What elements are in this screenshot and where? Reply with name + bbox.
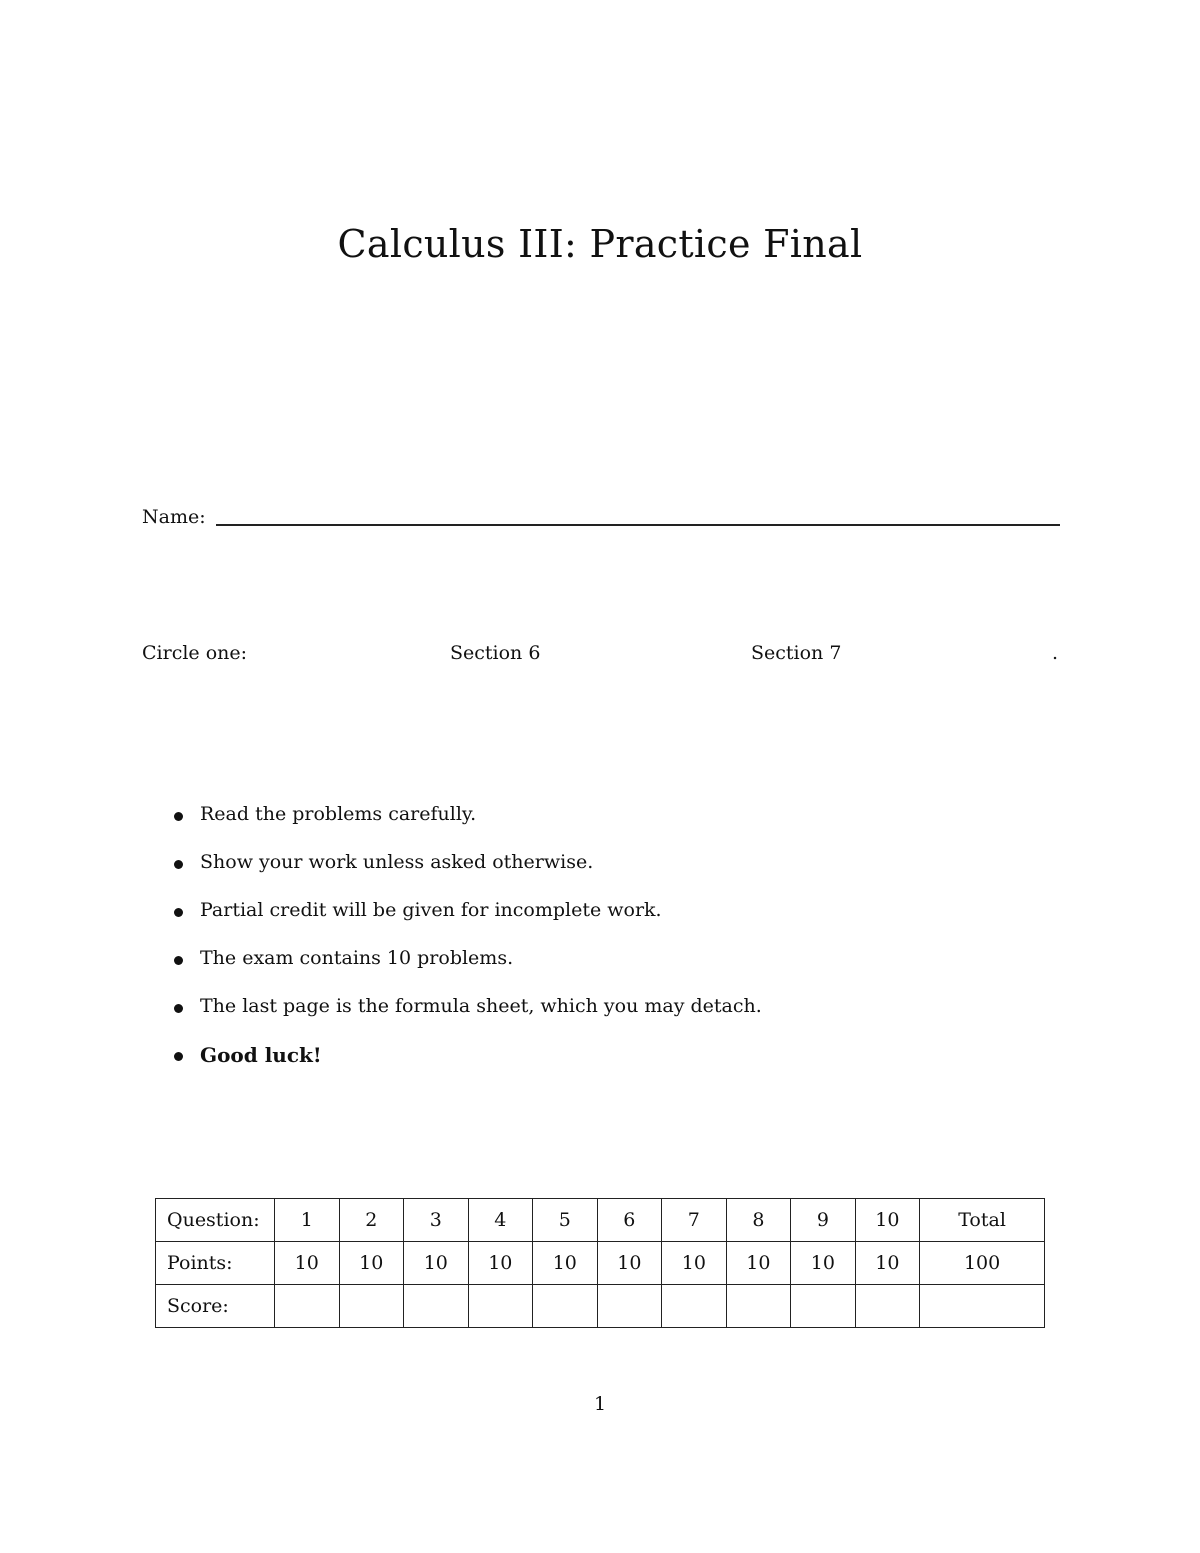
points-cell: 10 xyxy=(791,1242,856,1285)
points-cell: 10 xyxy=(275,1242,340,1285)
question-cell: 4 xyxy=(468,1199,533,1242)
score-cell[interactable] xyxy=(662,1285,727,1328)
points-cell: 10 xyxy=(662,1242,727,1285)
row-label: Points: xyxy=(156,1242,275,1285)
bullet-icon xyxy=(174,908,183,917)
bullet-icon xyxy=(174,860,183,869)
instruction-item-good-luck: Good luck! xyxy=(174,1043,762,1091)
trailing-dot: . xyxy=(1052,642,1059,664)
points-cell: 10 xyxy=(726,1242,791,1285)
section-option-7[interactable]: Section 7 xyxy=(751,642,842,664)
score-cell[interactable] xyxy=(404,1285,469,1328)
score-row xyxy=(156,1285,1045,1328)
page-number: 1 xyxy=(593,1393,607,1415)
points-cell: 10 xyxy=(468,1242,533,1285)
instructions-list xyxy=(174,803,762,1091)
points-cell: 10 xyxy=(597,1242,662,1285)
points-cell: 10 xyxy=(533,1242,598,1285)
page-title: Calculus III: Practice Final xyxy=(337,222,863,266)
name-underline[interactable] xyxy=(216,524,1060,526)
instruction-item: Read the problems carefully. xyxy=(174,803,762,851)
score-cell[interactable] xyxy=(468,1285,533,1328)
question-cell: 5 xyxy=(533,1199,598,1242)
question-cell: 3 xyxy=(404,1199,469,1242)
instruction-item: The exam contains 10 problems. xyxy=(174,947,762,995)
row-label: Score: xyxy=(156,1285,275,1328)
bullet-icon xyxy=(174,812,183,821)
points-row xyxy=(156,1242,1045,1285)
grade-table xyxy=(155,1198,1045,1328)
question-cell: 9 xyxy=(791,1199,856,1242)
row-label: Question: xyxy=(156,1199,275,1242)
score-cell[interactable] xyxy=(597,1285,662,1328)
question-cell: 8 xyxy=(726,1199,791,1242)
name-label: Name: xyxy=(142,506,206,528)
instruction-item: Partial credit will be given for incomplete work. xyxy=(174,899,762,947)
question-cell: 7 xyxy=(662,1199,727,1242)
total-points-cell: 100 xyxy=(920,1242,1045,1285)
score-cell[interactable] xyxy=(339,1285,404,1328)
instruction-item: The last page is the formula sheet, which you may detach. xyxy=(174,995,762,1043)
question-cell: 1 xyxy=(275,1199,340,1242)
circle-one-label: Circle one: xyxy=(142,642,248,664)
question-cell: 6 xyxy=(597,1199,662,1242)
bullet-icon xyxy=(174,1004,183,1013)
section-option-6[interactable]: Section 6 xyxy=(450,642,541,664)
bullet-icon xyxy=(174,956,183,965)
bullet-icon xyxy=(174,1052,183,1061)
score-cell[interactable] xyxy=(533,1285,598,1328)
score-cell[interactable] xyxy=(275,1285,340,1328)
question-cell: 10 xyxy=(855,1199,920,1242)
name-field[interactable] xyxy=(142,506,1060,530)
score-cell[interactable] xyxy=(726,1285,791,1328)
section-choice-row xyxy=(142,642,1060,668)
points-cell: 10 xyxy=(855,1242,920,1285)
score-cell[interactable] xyxy=(855,1285,920,1328)
question-row xyxy=(156,1199,1045,1242)
points-cell: 10 xyxy=(339,1242,404,1285)
question-cell: 2 xyxy=(339,1199,404,1242)
score-cell[interactable] xyxy=(791,1285,856,1328)
total-header-cell: Total xyxy=(920,1199,1045,1242)
points-cell: 10 xyxy=(404,1242,469,1285)
total-score-cell[interactable] xyxy=(920,1285,1045,1328)
instruction-item: Show your work unless asked otherwise. xyxy=(174,851,762,899)
